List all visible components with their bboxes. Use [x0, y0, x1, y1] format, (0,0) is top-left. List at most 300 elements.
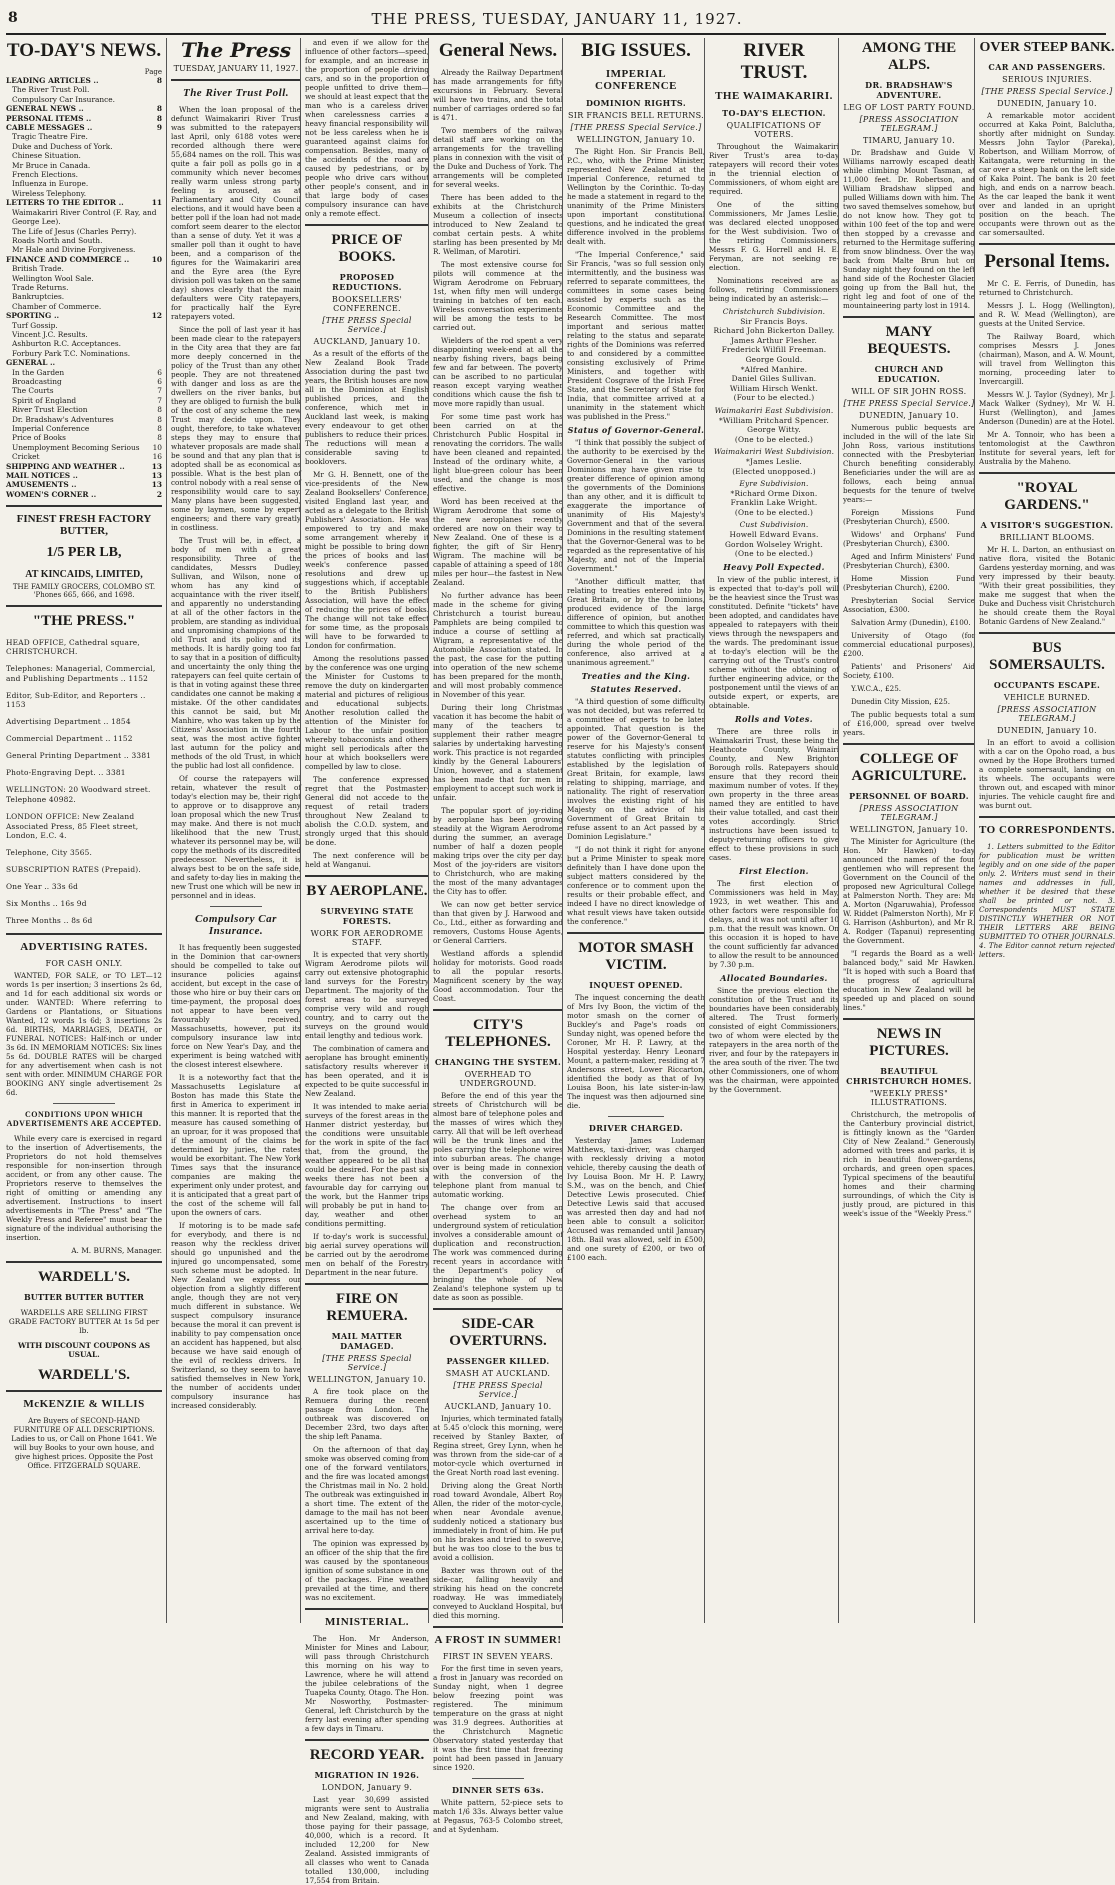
status-subhead: Status of Governor-General.	[567, 425, 705, 435]
leader-1-body	[171, 105, 301, 900]
divider	[433, 1009, 563, 1011]
index-entry	[6, 227, 162, 236]
books-special: [THE PRESS Special Service.]	[322, 316, 412, 334]
index-entry-label: The River Trust Poll.	[12, 85, 90, 95]
paragraph: Westland affords a splendid holiday for motorists. Good roads to all the popular resorts. Magnificent scenery by the way. Good accommodation. Tour the Coast.	[433, 949, 563, 1003]
alps-subhead: DR. BRADSHAW'S ADVENTURE.	[865, 80, 953, 100]
paragraph: Among the resolutions passed by the conference was one urging the Minister for Customs to remove the duty on kindergarten material and pictures of religious and educational subjects. Another resolution called the attention of the Minister for Labour to the unfair position whereby tobacconists and others might sell periodicals after the hour at which booksellers were compelled by law to close.	[305, 654, 429, 771]
candidate-entry: (One to be elected.)	[734, 549, 814, 559]
alps-special: [PRESS ASSOCIATION TELEGRAM.]	[859, 115, 959, 133]
index-entry-page: 7	[157, 395, 162, 405]
candidate-entry: William Hirsch Wenkt.	[729, 383, 819, 393]
paragraph: Baxter was thrown out of the side-car, falling heavily and striking his head on the concrete roadway. He was immediately conveyed to Auckland Hospital, but died this morning.	[433, 1566, 563, 1620]
divider	[843, 1018, 975, 1020]
index-entry	[6, 302, 162, 311]
divider	[433, 1308, 563, 1310]
bus-subhead: OCCUPANTS ESCAPE.	[993, 680, 1101, 690]
divider	[472, 1778, 524, 1779]
index-entry	[6, 405, 162, 414]
big-issues-subhead-2: DOMINION RIGHTS.	[585, 98, 687, 108]
candidate-entry: Cust Subdivision.	[739, 520, 809, 530]
steep-bank-body: A remarkable motor accident occurred at Kaka Point, Balclutha, shortly after midnight on Sunday. Messrs John Taylor (Pareka), Robertson, and William Morrow, of Kaitangata, were returning in the car over a steep bank on the left side of Kaka Point. The bank is 20 feet high, and ends on a narrow beach. As the car leaped the bank it went over and landed in an upright position on the beach. The occupants were thrown out as the car somersaulted.	[979, 111, 1115, 237]
paragraph: When the loan proposal of the defunct Waimakariri River Trust was submitted to the ratepayers last April, only 6188 votes were recorded although there were 55,684 names on the roll. This was quite a fair poll as polls go in a community which never becomes really warm unless strong party feeling is aroused, as at Parliamentary and City Council elections, and it would have been a better poll if the loan had not made comfort seem dearer to the elector than a sense of duty. Yet it was a smaller poll than it ought to have been, and a comparison of the figures for the Waimakariri area and the Eyre area (the Eyre division poll was taken on the same day) shows clearly that the main defaulters were City ratepayers, for practically half the Eyre ratepayers voted.	[171, 105, 301, 321]
bus-special: [PRESS ASSOCIATION TELEGRAM.]	[997, 705, 1097, 723]
sidecar-body	[433, 1414, 563, 1620]
big-issues-special: [THE PRESS Special Service.]	[570, 123, 702, 132]
candidate-list	[709, 307, 839, 559]
ad-address: THE FAMILY GROCERS, COLOMBO ST.	[12, 583, 156, 592]
paragraph: The popular sport of joy-riding by aeroplane has been growing steadily at the Wigram Aerodrome during the summer, an average number of half a dozen people making trips over the city per day. Most of the joy-riders are visitors to Christchurch, who are making the most of the many advantages the City has to offer.	[433, 806, 563, 896]
index-entry-label: Waimakariri River Control (F. Ray, and George Lee).	[12, 207, 157, 227]
index-entry-label: FINANCE AND COMMERCE ..	[6, 254, 130, 264]
alps-title: AMONG THE ALPS.	[861, 40, 957, 73]
index-entry	[6, 236, 162, 245]
poll-body: In view of the public interest, it is expected that to-day's poll will be the heaviest since the Trust was constituted. Definite "tickets" have been adopted, and candidates have appealed to ratepayers with their views through the newspapers and the wards. The predominant issue at to-day's election will be the carrying out of the Trust's control scheme without the obtaining of further engineering advice, or the postponement until the views of an outside expert, or experts, are obtainable.	[709, 574, 839, 710]
divider	[6, 605, 162, 607]
poll-subhead: Heavy Poll Expected.	[723, 561, 825, 572]
press-info-line: WELLINGTON: 20 Woodward street. Telephone 40982.	[6, 785, 151, 804]
index-entry	[6, 386, 162, 395]
index-entry	[6, 104, 162, 113]
running-head: THE PRESS, TUESDAY, JANUARY 11, 1927.	[371, 10, 743, 28]
advertising-rates-sub: FOR CASH ONLY.	[45, 959, 123, 969]
index-entry-label: Chinese Situation.	[12, 151, 81, 161]
frost-subhead: FIRST IN SEVEN YEARS.	[442, 1652, 554, 1661]
index-entry-label: Chamber of Commerce.	[12, 301, 102, 311]
index-entry	[6, 471, 162, 480]
paragraph: The opinion was expressed by an officer of the ship that the fire was caused by the spontaneous ignition of some substance in one of the packages. Fine weather prevailed at the time, and there was no excitement.	[305, 1539, 429, 1602]
bequests-body	[843, 423, 975, 737]
index-entry	[6, 330, 162, 339]
candidate-entry: (Four to be elected.)	[733, 393, 815, 403]
index-entry-label: Wellington Wool Sale.	[12, 273, 94, 283]
bequests-subhead-2: WILL OF SIR JOHN ROSS.	[851, 387, 967, 396]
index-entry-label: Tragic Theatre Fire.	[12, 132, 88, 142]
bequests-dateline: DUNEDIN, January 10.	[859, 411, 959, 420]
paragraph: If motoring is to be made safe for everybody, and there is no reason why the reckless driver should go unpunished and the injured go uncompensated, some such scheme must be adopted. In New Zealand we express our objection from a slightly different angle, though they are not very much different in substance. We suspect compulsory insurance because the moral it can prevent is inability to pay compensation once an accident has happened, but also because we have said enough of the evil of reckless drivers. In Switzerland, so they seem to have satisfied themselves in New York, the number of accidents under compulsory insurance has increased considerably.	[171, 1221, 301, 1410]
column-river-trust	[704, 38, 839, 1623]
index-entry	[6, 349, 162, 358]
big-issues-dateline: WELLINGTON, January 10.	[576, 135, 696, 144]
index-entry-page: 8	[157, 405, 162, 415]
big-issues-body	[567, 147, 705, 421]
index-entry-page: 13	[151, 480, 162, 490]
press-info-line: General Printing Department .. 3381	[6, 751, 152, 761]
index-entry-label: SPORTING ..	[6, 311, 60, 321]
paper-title: The Press	[181, 38, 291, 62]
record-body: Last year 30,699 assisted migrants were sent to Australia and New Zealand, making, with those paying for their passage, 40,000, which is a record. It included 12,200 for New Zealand. Assisted immigrants of all classes who went to Canada totalled 130,000, including 17,554 from Britain.	[305, 1795, 429, 1885]
paragraph: Already the Railway Department has made arrangements for fifty excursions in February. Several will have two trains, and the total number of carriages ordered so far is 471.	[433, 68, 563, 122]
river-trust-subhead: THE WAIMAKARIRI.	[715, 90, 833, 102]
aero-heading: BY AEROPLANE.	[306, 883, 428, 899]
royal-gardens-subhead: A VISITOR'S SUGGESTION.	[980, 520, 1114, 530]
bequests-subhead: CHURCH AND EDUCATION.	[874, 364, 944, 384]
candidate-entry: Waimakariri East Subdivision.	[714, 405, 834, 415]
mckenzie-willis-body: Are Buyers of SECOND-HAND FURNITURE OF ALL DESCRIPTIONS. Ladies to us, or Call on Phone 1641. We will buy Books to your own house, and give highest prices. Opposite the Post Office. FITZGERALD SQUARE.	[11, 1416, 157, 1471]
candidate-entry: George Gould.	[745, 354, 803, 364]
sidecar-subhead: PASSENGER KILLED.	[446, 1356, 550, 1366]
royal-gardens-heading: "ROYAL GARDENS."	[1004, 480, 1090, 513]
river-trust-subhead-2: TO-DAY'S ELECTION.	[722, 108, 826, 118]
index-entry	[6, 424, 162, 433]
river-trust-subhead-3: QUALIFICATIONS OF VOTERS.	[726, 121, 822, 139]
candidate-entry: (One to be elected.)	[734, 434, 814, 444]
index-entry-label: Cricket	[12, 452, 40, 462]
driver-heading: DRIVER CHARGED.	[588, 1123, 684, 1133]
paragraph: Messrs J. L. Hogg (Wellington), and R. W. Mead (Wellington), are guests at the United Service.	[979, 301, 1115, 328]
press-info-line: Editor, Sub-Editor, and Reporters .. 1153	[6, 690, 146, 710]
candidate-entry: *Richard Orme Dixon.	[730, 488, 818, 498]
leader-2-continued	[305, 38, 429, 218]
news-index	[6, 76, 162, 499]
leader-1-heading: The River Trust Poll.	[182, 87, 290, 99]
dinner-sets-title: DINNER SETS 63s.	[451, 1785, 545, 1795]
steep-bank-subhead: CAR AND PASSENGERS.	[988, 62, 1106, 72]
general-news-title: General News.	[438, 40, 558, 61]
royal-gardens-body: Mr H. L. Darton, an enthusiast on native flora, visited the Botanic Gardens yesterday morning, and was very impressed by their beauty. "With their great possibilities, they make me suggest that when the Duke and Duchess visit Christchurch he should create them the Royal Botanic Gardens of New Zealand."	[979, 545, 1115, 626]
fire-subhead: MAIL MATTER DAMAGED.	[331, 1331, 403, 1351]
college-dateline: WELLINGTON, January 10.	[849, 825, 969, 834]
paragraph: Widows' and Orphans' Fund (Presbyterian Church), £300.	[843, 530, 975, 548]
paragraph: The most extensive course for pilots will commence at the Wigram Aerodrome on February 1st, when fifty men will undergo training in batches of ten each. Wireless conversation experiments will be among the tests to be carried out.	[433, 260, 563, 332]
index-entry-label: Wireless Telephony.	[12, 188, 87, 198]
paragraph: Presbyterian Social Service Association, £300.	[843, 596, 975, 614]
telephones-body	[433, 1091, 563, 1302]
steep-bank-subhead-2: SERIOUS INJURIES.	[1002, 75, 1092, 84]
todays-news-title: TO-DAY'S NEWS.	[6, 40, 162, 61]
bus-heading: BUS SOMERSAULTS.	[989, 640, 1105, 673]
divider	[305, 224, 429, 226]
paragraph: Injuries, which terminated fatally at 5.45 o'clock this morning, were received by Stanley Baxter, of Regina street, Grey Lynn, when he was thrown from the side-car of a motor-cycle which overturned in the Great North road last evening.	[433, 1414, 564, 1477]
column-3	[300, 38, 429, 1885]
candidate-entry: Frederick Wilfill Freeman.	[721, 345, 827, 355]
index-entry-label: Price of Books	[12, 433, 66, 443]
index-entry-page: 9	[156, 123, 162, 133]
divider	[305, 1283, 429, 1285]
advertising-rates-title: ADVERTISING RATES.	[20, 941, 148, 954]
treaties-subhead: Treaties and the King.	[581, 671, 691, 681]
record-dateline: LONDON, January 9.	[321, 1783, 413, 1792]
press-info-line: One Year .. 33s 6d	[6, 882, 79, 892]
paragraph: The Railway Board, which comprises Messrs J. Jones (chairman), Mason, and A. W. Mount, will travel from Wellington this morning, proceeding later to Invercargill.	[979, 332, 1115, 386]
index-entry	[6, 123, 162, 132]
candidate-entry: Eyre Subdivision.	[739, 479, 809, 489]
fire-body	[305, 1387, 429, 1602]
index-entry-page: 6	[157, 377, 162, 386]
candidate-entry: *Alfred Manhire.	[740, 364, 808, 374]
paragraph: "The Imperial Conference," said Sir Francis, "was so full session only intermittently, and the business was referred to separate committees, the committees in some cases being assisted by experts such as the Economic Committee and the Research Committee. The most important and serious matter relating to the status and separate rights of the Dominions was referred to and considered by a committee consisting exclusively of Prime Ministers, and together with President Cosgrave of the Irish Free State, and the Secretary of State for India, that committee arrived at a unanimity in the statement which was published in the Press."	[567, 250, 705, 421]
reserved-subhead: Statutes Reserved.	[590, 684, 682, 694]
index-entry-page: 2	[156, 489, 162, 499]
index-entry-label: Unemployment Becoming Serious	[12, 442, 140, 452]
ad-phone: 'Phones 665, 666, and 1698.	[33, 591, 135, 600]
paragraph: The change over from an overhead system to an underground system of reticulation involves a considerable amount of duplication and reconstruction. The work was commenced during recent years in accordance with the Department's policy of bringing the whole of New Zealand's telephone system up to date as soon as possible.	[433, 1203, 563, 1302]
reserved-body	[567, 697, 705, 926]
leader-2-body	[171, 943, 301, 1410]
index-entry	[6, 170, 162, 179]
index-entry-label: British Trade.	[12, 264, 64, 274]
rolls-subhead: Rolls and Votes.	[734, 713, 813, 724]
candidate-entry: (One to be elected.)	[734, 507, 814, 517]
index-entry	[6, 490, 162, 499]
index-entry-page: 11	[151, 198, 162, 208]
index-entry-label: MAIL NOTICES ..	[6, 471, 78, 481]
wardells-ad-title-2: WARDELL'S.	[37, 1367, 131, 1384]
alps-body: Dr. Bradshaw and Guide V. Williams narrowly escaped death while climbing Mount Tasman, at 11,000 feet. Dr. Robertson, and William Bradshaw slipped and pulled Williams down with him. The two saved themselves somehow, but do not know how. They got to within 100 feet of the top and were then stopped by a crevasse and returned to the Hermitage suffering from snow blindness. Over the way back from Malte Brun hut on Sunday night they found on the left hand side of the Rochester Glacier going up from the Ball hut, the right leg and foot of one of the mountaineering party lost in 1914.	[843, 148, 975, 310]
index-entry	[6, 443, 162, 452]
paragraph: Word has been received at the Wigram Aerodrome that some of the new aeroplanes recently ordered are now on their way to New Zealand. One of these is a fighter, the gift of Sir Henry Wigram. The machine will be capable of attaining a speed of 180 miles per hour—the fastest in New Zealand.	[433, 497, 563, 587]
index-entry-label: Roads North and South.	[12, 235, 103, 245]
boundaries-body: Since the previous election the constitution of the Trust and its boundaries have been considerably altered. The Trust formerly consisted of eight Commissioners, two of whom were elected by the ratepayers in the area north of the river, and four by the ratepayers in the area south of the river. The two other Commissioners, one of whom was the chairman, were appointed by the Government.	[709, 985, 839, 1094]
index-entry	[6, 114, 162, 123]
index-entry-label: Influenza in Europe.	[12, 179, 89, 189]
mckenzie-willis-title: McKENZIE & WILLIS	[23, 1398, 145, 1411]
divider	[305, 875, 429, 877]
column-over-steep-bank	[974, 38, 1115, 1623]
paragraph: University of Otago (for commercial educational purposes), £200.	[843, 631, 975, 658]
paragraph: Numerous public bequests are included in the will of the late Sir John Ross, various institutions connected with the Presbyterian Church benefiting considerably. Beneficiaries under the will are as follows, each being annual bequests for the tenure of twelve years:—	[843, 423, 975, 504]
index-entry-label: Turf Gossip.	[12, 320, 58, 330]
college-special: [PRESS ASSOCIATION TELEGRAM.]	[859, 804, 959, 822]
index-entry-label: GENERAL ..	[6, 358, 56, 368]
pictures-subhead-2: "WEEKLY PRESS" ILLUSTRATIONS.	[869, 1089, 949, 1107]
pictures-heading: NEWS IN PICTURES.	[869, 1026, 949, 1059]
divider	[567, 932, 705, 934]
press-info-line: HEAD OFFICE, Cathedral square, CHRISTCHURCH.	[6, 637, 140, 657]
paragraph: Dunedin City Mission, £25.	[851, 697, 950, 706]
ministerial-body: The Hon. Mr Anderson, Minister for Mines and Labour, will pass through Christchurch this morning on his way to Lawrence, where he will attend the jubilee celebrations of the Tuapeka County, Otago. The Hon. Mr Nosworthy, Postmaster-General, left Christchurch by the ferry last evening after spending a few days in Timaru.	[305, 1634, 429, 1733]
record-subhead: MIGRATION IN 1926.	[314, 1770, 420, 1780]
page-number: 8	[8, 10, 18, 26]
candidate-entry: *William Pritchard Spencer.	[718, 415, 830, 425]
index-entry	[6, 368, 162, 377]
paragraph: No further advance has been made in the scheme for giving Christchurch a tourist bureau. Pamphlets are being compiled to induce a course of settling at Wigram, a representative of the Automobile Association stated. In the past, the case for the putting into operation of the new scheme has been prepared for the month, and will most probably commence in November of this year.	[433, 591, 563, 699]
index-entry	[6, 95, 162, 104]
index-entry-label: The Life of Jesus (Charles Perry).	[12, 226, 137, 236]
correspondents-body: 1. Letters submitted to the Editor for publication must be written legibly and on one side of the paper only. 2. Writers must send in their names and addresses in full, whether it be desired that these shall be printed or not. 3. Correspondents MUST STATE DISTINCTLY WHETHER OR NOT THEIR LETTERS ARE BEING SUBMITTED TO OTHER JOURNALS. 4. The Editor cannot return rejected letters.	[979, 842, 1115, 959]
paragraph: The combination of camera and aeroplane has brought eminently satisfactory results wherever it has been operated, and it is expected to be quite successful in New Zealand.	[305, 1044, 429, 1098]
index-entry-page: 8	[157, 433, 162, 443]
index-entry-page: 8	[156, 76, 162, 85]
divider	[171, 79, 301, 81]
masthead	[0, 10, 1114, 30]
top-rule	[6, 33, 1106, 35]
books-heading: PRICE OF BOOKS.	[331, 232, 403, 265]
wardells-butter-line: BUTTER BUTTER BUTTER	[24, 1292, 144, 1303]
index-entry	[6, 142, 162, 151]
paragraph: Salvation Army (Dunedin), £100.	[851, 618, 971, 627]
aero-body	[305, 950, 429, 1277]
index-entry	[6, 151, 162, 160]
press-info-line: Telephones: Managerial, Commercial, and Publishing Departments .. 1152	[6, 664, 156, 683]
correspondents-heading: TO CORRESPONDENTS.	[979, 824, 1115, 836]
index-entry-label: Imperial Conference	[12, 424, 90, 434]
index-entry	[6, 396, 162, 405]
index-entry-label: In the Garden	[12, 367, 65, 377]
candidate-entry: (Elected unopposed.)	[732, 466, 816, 476]
index-entry-page: 6	[157, 367, 162, 377]
candidate-entry: Franklin Lake Wright.	[730, 498, 818, 508]
divider	[53, 1103, 115, 1104]
divider	[305, 1739, 429, 1741]
fire-heading: FIRE ON REMUERA.	[326, 1291, 408, 1324]
first-election-subhead: First Election.	[739, 865, 809, 876]
ad-title: FINEST FRESH FACTORY	[16, 513, 152, 526]
big-issues-title: BIG ISSUES.	[581, 40, 691, 61]
fire-special: [THE PRESS Special Service.]	[322, 1354, 412, 1372]
press-info-line: Advertising Department .. 1854	[6, 717, 131, 727]
index-entry-page: 13	[151, 471, 162, 481]
paragraph: One of the sitting Commissioners, Mr James Leslie, was declared elected unopposed for the West subdivision. Two of the retiring Commissioners, Messrs F. G. Horrell and H. E. Feryman, are not seeking re-election.	[709, 200, 839, 272]
paragraph: If to-day's work is successful, big aerial survey operations will be carried out by the aerodrome men on behalf of the Forestry Department in the near future.	[305, 1232, 429, 1277]
paragraph: It was intended to make aerial surveys of the forest areas in the Hanmer district yesterday, but the conditions were unsuitable for the work in spite of the fact that, from the ground, the weather appeared to be all that could be desired. For the past six weeks there has not been a favourable day for carrying out the work, but the Hanmer trips will probably be put in hand to-day, weather and other conditions permitting.	[305, 1102, 429, 1228]
general-news-body	[433, 68, 563, 1003]
paragraph: On the afternoon of that day smoke was observed coming from one of the forward ventilators, and the fire was located amongst the Christmas mail in No. 2 hold. The outbreak was extinguished in a short time. The extent of the damage to the mail has not been ascertained up to the time of arrival here to-day.	[305, 1445, 429, 1535]
telephones-subhead: CHANGING THE SYSTEM.	[434, 1057, 562, 1067]
advertising-rates-body: WANTED, FOR SALE, or TO LET—12 words 1s per insertion; 3 insertions 2s 6d, and 1d for each additional six words or under. WANTED: Where referring to Gardens or Plantations, or Situations Wanted, 12 words 1s 6d; 3 insertions 2s 6d. BIRTHS, MARRIAGES, DEATH, or FUNERAL NOTICES: Half-inch or under 3s 6d. IN MEMORIAM NOTICES: Six lines 5s 6d. DOUBLE RATES will be charged for any advertisement when cash is not sent with order. MINIMUM CHARGE FOR BOOKING ANY single advertisement 2s 6d.	[6, 971, 162, 1098]
bus-subhead-2: VEHICLE BURNED.	[1003, 693, 1091, 702]
paragraph: The Right Hon. Sir Francis Bell, P.C., who, with the Prime Minister, represented New Zealand at the Imperial Conference, returned to Wellington by the Corinthic. To-day he made a statement in regard to the unanimity of the Prime Ministers upon important constitutional questions, and he indicated the great difference involved in the problems dealt with.	[567, 147, 705, 246]
frost-heading: A FROST IN SUMMER!	[434, 1634, 562, 1646]
divider	[6, 505, 162, 507]
index-entry-label: CABLE MESSAGES ..	[6, 123, 93, 133]
bequests-special: [THE PRESS Special Service.]	[843, 399, 975, 408]
kincaids-butter-ad	[6, 513, 162, 599]
index-entry-label: Compulsory Car Insurance.	[12, 94, 116, 104]
index-entry-page: 8	[156, 104, 162, 114]
press-info-line: LONDON OFFICE: New Zealand Associated Press, 85 Fleet street, London, E.C. 4.	[6, 811, 139, 841]
index-entry-label: Ashburton R.C. Acceptances.	[12, 339, 121, 349]
paragraph: Driving along the Great North road toward Avondale, Albert Roy Allen, the rider of the motor-cycle, when near Avondale avenue, suddenly noticed a stationary bus immediately in front of him. He put on his brakes and tried to swerve, but he was too close to the bus to avoid a collision.	[433, 1481, 563, 1562]
column-big-issues	[562, 38, 705, 1623]
paragraph: It is a noteworthy fact that the Massachusetts Legislature at Boston has made this State the first in America to experiment in this manner. It is reported that the measure has caused something of an uproar, for it was proposed that if the amount of the claims be determined by juries, the rates would be exorbitant. The New York Times says that the insurance companies are making the experiment only under protest, and it is anticipated that a great part of the cost of the scheme will fall upon the owners of cars.	[171, 1073, 301, 1217]
divider	[210, 906, 262, 907]
index-entry-label: Mr Bruce in Canada.	[12, 160, 91, 170]
index-entry	[6, 452, 162, 461]
sidecar-heading: SIDE-CAR OVERTURNS.	[449, 1316, 547, 1349]
candidate-entry: James Arthur Flesher.	[730, 335, 818, 345]
index-entry-page: 8	[156, 113, 162, 123]
index-entry-page: 16	[152, 452, 162, 462]
index-entry-label: Broadcasting	[12, 377, 62, 386]
paragraph: "I regards the Board as a well-balanced body," said Mr Hawken. "It is hoped with such a Board that the progress of agricultural education in New Zealand will be speeded up and placed on sound lines."	[843, 949, 975, 1012]
paragraph: Throughout the Waimakariri River Trust's area to-day ratepayers will record their votes in the triennial election of Commissioners, of whom eight are required.	[709, 142, 839, 196]
paragraph: A fire took place on the Remuera during the recent passage from London. The outbreak was discovered on December 23rd, two days after the ship left Panama.	[305, 1387, 429, 1441]
paragraph: Messrs W. J. Taylor (Sydney), Mr J. Mack Walker (Sydney), Mr W. H. Hurst (Wellington), and James Anderson (Dunedin) are at the Hotel.	[979, 390, 1115, 426]
index-entry	[6, 189, 162, 198]
index-entry	[6, 311, 162, 320]
divider	[979, 816, 1115, 818]
index-entry	[6, 208, 162, 227]
index-entry	[6, 480, 162, 489]
press-info-line: SUBSCRIPTION RATES (Prepaid).	[6, 865, 141, 875]
rolls-body: There are three rolls in Waimakariri Trust, these being the Heathcote County, Waimairi County, and New Brighton Borough rolls. Ratepayers should ensure that they record their maximum number of votes. If they own property in the three areas named they are entitled to have their value totalled, and cast their votes accordingly. Strict instructions have been issued to deputy-returning officers to give effect to these provisions in such cases.	[709, 726, 839, 862]
press-info-line: Telephone, City 3565.	[6, 848, 93, 858]
paragraph: We can now get better service than that given by J. Harwood and Co., Ltd., either as forwarding and removers, Customs House Agents, or General Carriers.	[433, 900, 563, 945]
paragraph: Two members of the railway detail staff are working on the arrangements for the travelling plans in connexion with the visit of the Duke and Duchess of York. The arrangements will be completed for several weeks.	[433, 126, 563, 189]
paragraph: It is expected that very shortly Wigram Aerodrome pilots will carry out extensive photographic land surveys for the Forestry Department. The majority of the forest areas to be surveyed comprise very wild and rough country, and to carry out the surveys on the ground would entail lengthy and tedious work.	[305, 950, 429, 1040]
wardells-coupons: WITH DISCOUNT COUPONS AS USUAL.	[17, 1341, 151, 1360]
paragraph: As a result of the efforts of the New Zealand Book Trade Association during the past two years, the British houses are now all in the Dominion at English published prices, and the conference, which met in Auckland last week, is making every endeavour to get other publishers to reduce their prices. The reductions will mean a considerable saving to booklovers.	[305, 349, 429, 466]
paragraph: "I do not think it right for anyone but a Prime Minister to speak more definitely than I have done upon the subject matters considered by the conference or to comment upon the results or their probable effect, and indeed I have no direct knowledge of what result views have taken outside the conference."	[567, 845, 705, 926]
motor-subhead: INQUEST OPENED.	[589, 980, 683, 990]
column-general-news	[428, 38, 564, 1834]
paragraph: The public bequests total a sum of £16,000, spread over twelve years.	[843, 710, 975, 737]
motor-body: The inquest concerning the death of Mrs Ivy Boon, the victim of the motor smash on the corner of Buckley's and Page's roads on Sunday night, was opened before the Coroner, Mr H. P. Lawry, at the Hospital yesterday. Henry Leonard Mount, a pattern-maker, residing at 7 Andersons street, Lower Riccarton, identified the body as that of Ivy Louisa Boon, his late sister-in-law. The inquest was then adjourned sine die.	[567, 993, 705, 1110]
paragraph: The conference expressed regret that the Postmaster-General did not accede to the request of retail traders throughout New Zealand to abolish the C.O.D. system, and strongly urged that this should be done.	[305, 775, 429, 847]
bequests-heading: MANY BEQUESTS.	[867, 324, 951, 357]
index-entry	[6, 274, 162, 283]
index-entry-label: PERSONAL ITEMS ..	[6, 113, 92, 123]
leader-dateline: TUESDAY, JANUARY 11, 1927.	[173, 64, 299, 73]
index-entry	[6, 179, 162, 188]
paragraph: During their long Christmas vacation it has become the habit of many of the teachers to supplement their rather meagre salaries by undertaking harvesting work. This practice is not regarded kindly by the General Labourers' Union, however, and a statement has been made that for men in employment to accept such work is unfair.	[433, 703, 563, 802]
index-entry-page: 13	[151, 461, 162, 471]
conditions-body: While every care is exercised in regard to the insertion of Advertisements, the Proprietors do not hold themselves responsible for non-insertion through accident, or from any other cause. The Proprietors reserve to themselves the right of omitting or amending any advertisement. Instructions to insert advertisements in "The Press" and "The Weekly Press and Referee" must bear the signature of the individual authorising the insertion.	[6, 1134, 162, 1243]
index-entry	[6, 255, 162, 264]
index-entry	[6, 283, 162, 292]
divider	[979, 472, 1115, 474]
index-entry-page: 10	[151, 254, 162, 264]
driver-body: Yesterday James Ludeman Matthews, taxi-driver, was charged with recklessly driving a motor vehicle, thereby causing the death of Ivy Louisa Boon. Mr H. P. Lawry, S.M., was on the bench, and Chief Detective Lewis prosecuted. Chief Detective Lewis said that accused was arrested then day and had not been able to consult a solicitor. Accused was remanded until January 18th. Bail was allowed, self in £500, and one surety of £200, or two of £100 each.	[567, 1136, 705, 1262]
candidate-entry: Christchurch Subdivision.	[722, 307, 826, 316]
paragraph: "I think that possibly the subject of the authority to be exercised by the Governor-General in the various Dominions may have given rise to greater difference of opinion among the governments of the Dominions than any other, and it is difficult to exaggerate the importance of unanimity of His Majesty's Government and that of the several Dominions in the resulting statement that the Governor-General was to be regarded as the representative of his Majesty, and not of the Imperial Government."	[567, 438, 705, 573]
index-entry	[6, 415, 162, 424]
index-entry	[6, 161, 162, 170]
paragraph: For some time past work has been carried on at the Christchurch Public Hospital in renovating the corridors. The walls have been cleaned and repainted. Instead of the ordinary white, a light blue-green colour has been used, and the change is most effective.	[433, 412, 563, 493]
paragraph: Wielders of the rod spent a very disappointing week-end at all the nearby fishing rivers, bags being few and far between. The poverty can be ascribed to no particular reason except varying weather conditions which cause the fish to move more rapidly than usual.	[433, 336, 563, 408]
index-entry-label: Vincent J.C. Results.	[12, 329, 88, 339]
aero-subhead: SURVEYING STATE FORESTS.	[320, 906, 414, 926]
ad-price: 1/5 PER LB,	[46, 545, 122, 561]
status-body	[567, 438, 705, 667]
index-entry-label: LETTERS TO THE EDITOR ..	[6, 198, 124, 208]
index-entry-label: French Elections.	[12, 170, 78, 180]
paragraph: Home Mission Fund (Presbyterian Church), £200.	[843, 574, 975, 592]
index-entry	[6, 358, 162, 367]
index-entry-label: GENERAL NEWS ..	[6, 104, 84, 114]
wardells-ad-title: WARDELL'S.	[37, 1269, 131, 1286]
index-entry	[6, 377, 162, 386]
leader-2-heading: Compulsory Car Insurance.	[195, 913, 277, 937]
divider	[433, 1626, 563, 1628]
press-info-line: Six Months .. 16s 9d	[6, 899, 87, 909]
index-entry	[6, 264, 162, 273]
college-body	[843, 837, 975, 1012]
wardells-ad-body: WARDELLS ARE SELLING FIRST GRADE FACTORY BUTTER At 1s 5d per lb.	[8, 1308, 160, 1336]
index-entry	[6, 76, 162, 85]
index-entry-label: AMUSEMENTS ..	[6, 480, 77, 490]
first-election-body: The first election of Commissioners was held in May, 1923, in wet weather. This and other factors were responsible for delays, and it was not until after 10 p.m. that the result was known. On this occasion it is hoped to have the count sufficiently far advanced to allow the result to be announced by 7.30 p.m.	[709, 878, 839, 969]
divider	[979, 632, 1115, 634]
pictures-subhead: BEAUTIFUL CHRISTCHURCH HOMES.	[846, 1066, 972, 1086]
index-entry-label: Duke and Duchess of York.	[12, 141, 113, 151]
column-leaders	[166, 38, 301, 1623]
frost-body: For the first time in seven years, a frost in January was recorded on Sunday night, when 1 degree below freezing point was registered. The minimum temperature on the grass at night was 31.9 degrees. Authorities at the Christchurch Magnetic Observatory stated yesterday that it was the first time that freezing point had been passed in January since 1920.	[433, 1664, 563, 1772]
index-entry-label: LEADING ARTICLES ..	[6, 76, 99, 85]
paragraph: Foreign Missions Fund (Presbyterian Church), £500.	[843, 508, 975, 526]
alps-subhead-2: LEG OF LOST PARTY FOUND.	[843, 103, 975, 112]
conditions-title: CONDITIONS UPON WHICH ADVERTISEMENTS ARE ACCEPTED.	[6, 1110, 162, 1129]
index-entry	[6, 339, 162, 348]
paragraph: Nominations received are as follows, retiring Commissioners being indicated by an asterisk:—	[709, 276, 839, 303]
index-entry-page: 8	[157, 414, 162, 424]
books-subhead-2: BOOKSELLERS' CONFERENCE.	[331, 295, 403, 313]
books-dateline: AUCKLAND, January 10.	[313, 337, 421, 346]
paragraph: The next conference will be held at Wanganui.	[305, 851, 429, 869]
river-trust-title: RIVER TRUST.	[740, 40, 808, 83]
record-heading: RECORD YEAR.	[309, 1747, 425, 1763]
